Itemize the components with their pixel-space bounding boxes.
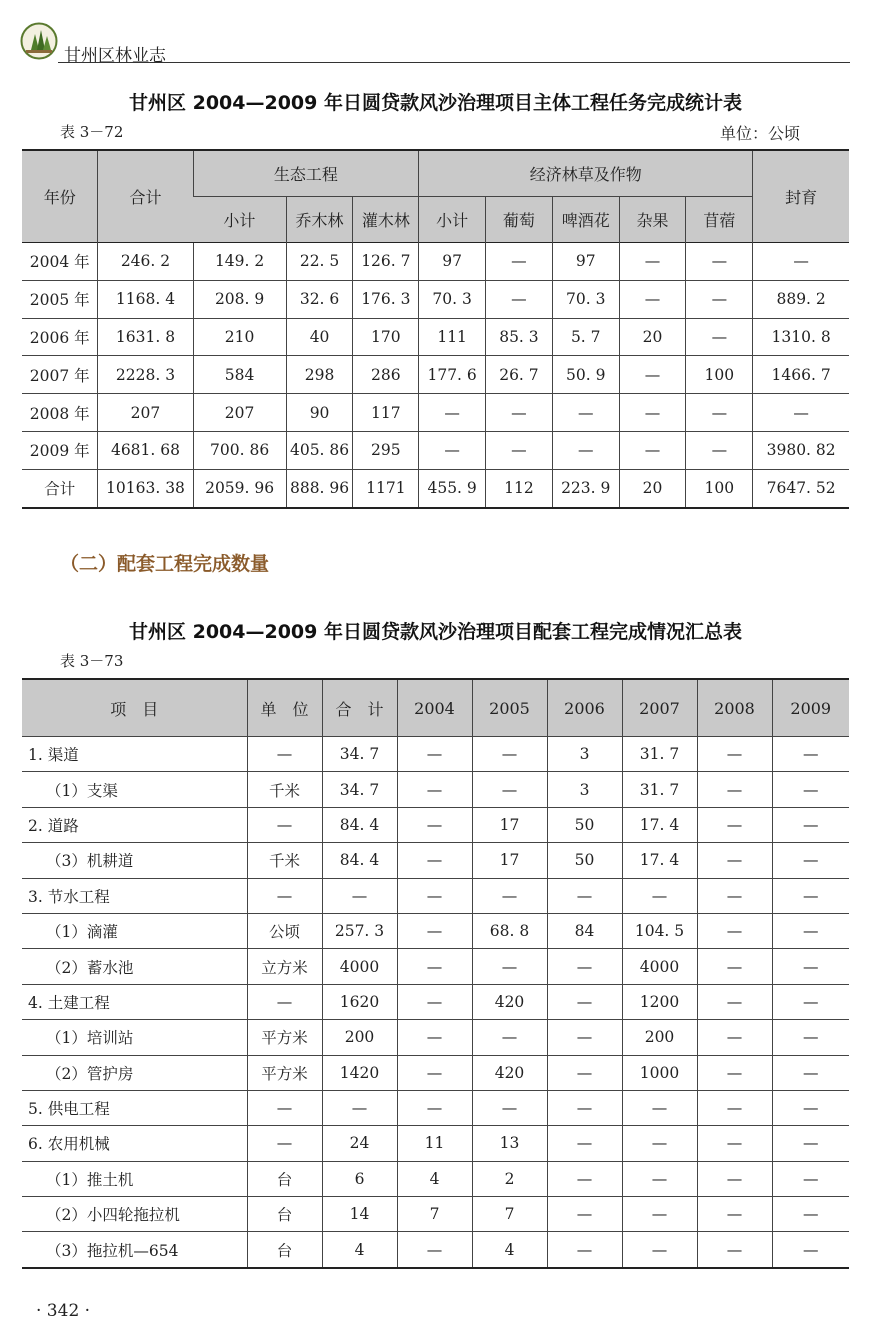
header-econ-0: 小计 — [419, 197, 486, 243]
table-cell: 20 — [619, 318, 686, 356]
table-cell: 97 — [552, 243, 619, 281]
table-cell: 17. 4 — [622, 843, 697, 878]
table-row — [22, 807, 849, 842]
table-cell: — — [472, 878, 547, 913]
table-row — [22, 1126, 849, 1161]
table-cell: 40 — [286, 318, 353, 356]
header-eco-2: 灌木林 — [353, 197, 419, 243]
table-cell: — — [619, 280, 686, 318]
table-cell: 100 — [686, 356, 753, 394]
table2-header-2: 合 计 — [322, 679, 397, 737]
table-cell: 公顷 — [247, 913, 322, 948]
table-cell: 26. 7 — [486, 356, 553, 394]
item-name-cell: （1）滴灌 — [22, 913, 247, 948]
table-cell: 111 — [419, 318, 486, 356]
table-cell: — — [397, 913, 472, 948]
table-cell: — — [547, 1161, 622, 1196]
table-row — [22, 431, 849, 469]
table-cell: 台 — [247, 1161, 322, 1196]
item-name-cell: （1）推土机 — [22, 1161, 247, 1196]
table-cell: — — [547, 949, 622, 984]
table-row — [22, 356, 849, 394]
table-row — [22, 318, 849, 356]
header-eco-1: 乔木林 — [286, 197, 353, 243]
table-row — [22, 394, 849, 432]
table-cell: — — [772, 1020, 849, 1055]
table-cell: 17 — [472, 843, 547, 878]
table-row — [22, 469, 849, 507]
table-cell: 420 — [472, 1055, 547, 1090]
table-cell: — — [397, 878, 472, 913]
table-cell: 1631. 8 — [98, 318, 193, 356]
table-cell: — — [397, 772, 472, 807]
table2-header-8: 2009 — [772, 679, 849, 737]
table-cell: 1466. 7 — [753, 356, 849, 394]
table-cell: — — [472, 737, 547, 772]
table-cell: — — [753, 243, 849, 281]
table-cell: — — [772, 843, 849, 878]
table2-header-1: 单 位 — [247, 679, 322, 737]
table1-number: 表 3－72 — [60, 123, 124, 141]
table-cell: 70. 3 — [419, 280, 486, 318]
table-cell: 14 — [322, 1197, 397, 1232]
table-cell: 7647. 52 — [753, 469, 849, 507]
table-row — [22, 843, 849, 878]
table-cell: 台 — [247, 1232, 322, 1268]
header-econ-1: 葡萄 — [486, 197, 553, 243]
table-cell: 24 — [322, 1126, 397, 1161]
table-cell: — — [397, 949, 472, 984]
table-cell: — — [397, 737, 472, 772]
table-cell: — — [619, 243, 686, 281]
item-name-cell: 6. 农用机械 — [22, 1126, 247, 1161]
table-cell: — — [419, 394, 486, 432]
table-cell: 20 — [619, 469, 686, 507]
book-title: 甘州区林业志 — [64, 46, 166, 66]
table-cell: 31. 7 — [622, 737, 697, 772]
table-cell: — — [772, 772, 849, 807]
table-cell: 13 — [472, 1126, 547, 1161]
header-econ-3: 杂果 — [619, 197, 686, 243]
table-cell: 4 — [397, 1161, 472, 1196]
table-cell: 6 — [322, 1161, 397, 1196]
table-cell: 合计 — [22, 469, 98, 507]
table-cell: 1620 — [322, 984, 397, 1019]
table-cell: — — [772, 1197, 849, 1232]
table-cell: 2008 年 — [22, 394, 98, 432]
table-cell: — — [547, 984, 622, 1019]
table-cell: — — [547, 1126, 622, 1161]
table-cell: — — [686, 431, 753, 469]
table-cell: — — [486, 280, 553, 318]
table-cell: 455. 9 — [419, 469, 486, 507]
table-cell: — — [472, 949, 547, 984]
table-cell: — — [547, 1090, 622, 1125]
table-cell: 7 — [397, 1197, 472, 1232]
table-cell: — — [619, 394, 686, 432]
header-econ-2: 啤酒花 — [552, 197, 619, 243]
table-cell: 207 — [193, 394, 286, 432]
table-cell: — — [622, 1232, 697, 1268]
table-cell: — — [247, 737, 322, 772]
table-cell: — — [697, 1232, 772, 1268]
table-cell: — — [697, 1055, 772, 1090]
table-cell: 200 — [622, 1020, 697, 1055]
table-cell: — — [772, 878, 849, 913]
table-cell: 50 — [547, 843, 622, 878]
table-cell: 295 — [353, 431, 419, 469]
table-row — [22, 878, 849, 913]
table-cell: — — [547, 1197, 622, 1232]
table-cell: 207 — [98, 394, 193, 432]
table-cell: 千米 — [247, 772, 322, 807]
header-econ-4: 苜蓿 — [686, 197, 753, 243]
table-cell: 34. 7 — [322, 772, 397, 807]
table-row — [22, 243, 849, 281]
table-cell: — — [772, 1090, 849, 1125]
table-cell: — — [772, 1126, 849, 1161]
table-cell: — — [697, 1020, 772, 1055]
table-cell: — — [772, 949, 849, 984]
table-cell: — — [472, 1020, 547, 1055]
header-divider — [58, 62, 850, 63]
item-name-cell: （3）拖拉机—654 — [22, 1232, 247, 1268]
table-cell: — — [697, 1090, 772, 1125]
page-number: · 342 · — [36, 1301, 91, 1321]
table-cell: 286 — [353, 356, 419, 394]
table-cell: — — [397, 1232, 472, 1268]
table-cell: 100 — [686, 469, 753, 507]
table-cell: 2 — [472, 1161, 547, 1196]
table-cell: 4000 — [622, 949, 697, 984]
table-cell: 34. 7 — [322, 737, 397, 772]
item-name-cell: （1）支渠 — [22, 772, 247, 807]
table-cell: — — [697, 984, 772, 1019]
table-cell: — — [697, 843, 772, 878]
table-cell: — — [686, 243, 753, 281]
table-cell: 3 — [547, 737, 622, 772]
table-cell: 700. 86 — [193, 431, 286, 469]
table-row — [22, 984, 849, 1019]
table-cell: 50 — [547, 807, 622, 842]
table-cell: 50. 9 — [552, 356, 619, 394]
table-cell: — — [547, 1232, 622, 1268]
table-cell: 257. 3 — [322, 913, 397, 948]
table-cell: — — [697, 913, 772, 948]
table-cell: — — [622, 1161, 697, 1196]
table-cell: 2228. 3 — [98, 356, 193, 394]
table-cell: 112 — [486, 469, 553, 507]
forest-logo-icon — [20, 22, 58, 60]
table-cell: 17. 4 — [622, 807, 697, 842]
table-cell: 68. 8 — [472, 913, 547, 948]
table-cell: — — [686, 318, 753, 356]
table-cell: — — [322, 1090, 397, 1125]
table-cell: 32. 6 — [286, 280, 353, 318]
table-cell: 2059. 96 — [193, 469, 286, 507]
table2-header-0: 项 目 — [22, 679, 247, 737]
table2-header-5: 2006 — [547, 679, 622, 737]
table-cell: 84 — [547, 913, 622, 948]
table-cell: — — [619, 356, 686, 394]
table-cell: — — [486, 394, 553, 432]
table-cell: 1420 — [322, 1055, 397, 1090]
table-cell: — — [547, 1055, 622, 1090]
table-cell: 2007 年 — [22, 356, 98, 394]
table-row — [22, 1090, 849, 1125]
table-cell: 97 — [419, 243, 486, 281]
table-cell: — — [397, 1090, 472, 1125]
table-row — [22, 913, 849, 948]
table-cell: 2006 年 — [22, 318, 98, 356]
table-cell: — — [322, 878, 397, 913]
table-cell: 1000 — [622, 1055, 697, 1090]
table-cell: 405. 86 — [286, 431, 353, 469]
table-cell: 104. 5 — [622, 913, 697, 948]
table-cell: 84. 4 — [322, 807, 397, 842]
table1-unit: 单位：公顷 — [720, 124, 801, 143]
item-name-cell: 4. 土建工程 — [22, 984, 247, 1019]
table-cell: — — [622, 878, 697, 913]
table-cell: 1171 — [353, 469, 419, 507]
table-cell: — — [697, 807, 772, 842]
header-econ-group: 经济林草及作物 — [419, 150, 753, 197]
table-cell: — — [772, 1161, 849, 1196]
table-cell: — — [697, 1161, 772, 1196]
table-cell: 4681. 68 — [98, 431, 193, 469]
table-cell: 2004 年 — [22, 243, 98, 281]
table-cell: 22. 5 — [286, 243, 353, 281]
header-eco-0: 小计 — [193, 197, 286, 243]
table-cell: — — [697, 949, 772, 984]
table-cell: 200 — [322, 1020, 397, 1055]
table-cell: — — [772, 1232, 849, 1268]
item-name-cell: （2）管护房 — [22, 1055, 247, 1090]
table-cell: — — [247, 878, 322, 913]
item-name-cell: （2）小四轮拖拉机 — [22, 1197, 247, 1232]
table-cell: — — [247, 807, 322, 842]
table-cell: — — [397, 984, 472, 1019]
table-cell: 889. 2 — [753, 280, 849, 318]
table-row — [22, 1197, 849, 1232]
table-row — [22, 1232, 849, 1268]
table-cell: — — [697, 1126, 772, 1161]
table-cell: — — [247, 984, 322, 1019]
table-cell: 420 — [472, 984, 547, 1019]
table-cell: 1200 — [622, 984, 697, 1019]
table-cell: 85. 3 — [486, 318, 553, 356]
table-cell: 1310. 8 — [753, 318, 849, 356]
header-year: 年份 — [22, 150, 98, 243]
table-cell: — — [772, 913, 849, 948]
table-cell: — — [772, 984, 849, 1019]
table2-header-4: 2005 — [472, 679, 547, 737]
table-cell: 210 — [193, 318, 286, 356]
table-cell: — — [552, 394, 619, 432]
header-eco-group: 生态工程 — [193, 150, 419, 197]
table-cell: — — [547, 1020, 622, 1055]
table-cell: — — [472, 772, 547, 807]
table-cell: 584 — [193, 356, 286, 394]
table-row — [22, 1020, 849, 1055]
item-name-cell: 1. 渠道 — [22, 737, 247, 772]
table-cell: 170 — [353, 318, 419, 356]
table-cell: — — [753, 394, 849, 432]
table-cell: — — [247, 1126, 322, 1161]
header-total: 合计 — [98, 150, 193, 243]
table-cell: 888. 96 — [286, 469, 353, 507]
item-name-cell: （2）蓄水池 — [22, 949, 247, 984]
item-name-cell: （3）机耕道 — [22, 843, 247, 878]
item-name-cell: （1）培训站 — [22, 1020, 247, 1055]
table-cell: 208. 9 — [193, 280, 286, 318]
table-cell: 84. 4 — [322, 843, 397, 878]
table-cell: — — [419, 431, 486, 469]
table-cell: 70. 3 — [552, 280, 619, 318]
table-cell: — — [397, 1055, 472, 1090]
table-cell: — — [686, 394, 753, 432]
table-cell: — — [686, 280, 753, 318]
table-cell: — — [622, 1197, 697, 1232]
table-cell: — — [397, 1020, 472, 1055]
table1-main-works — [22, 149, 849, 509]
table2-title: 甘州区 2004—2009 年日圆贷款风沙治理项目配套工程完成情况汇总表 — [129, 621, 742, 643]
table-cell: — — [486, 431, 553, 469]
table-cell: — — [697, 737, 772, 772]
table-cell: — — [772, 1055, 849, 1090]
table-cell: 117 — [353, 394, 419, 432]
table-cell: 平方米 — [247, 1055, 322, 1090]
table1-title: 甘州区 2004—2009 年日圆贷款风沙治理项目主体工程任务完成统计表 — [129, 92, 742, 114]
table-row — [22, 1161, 849, 1196]
table-cell: 4 — [472, 1232, 547, 1268]
table-cell: — — [697, 1197, 772, 1232]
table-cell: 千米 — [247, 843, 322, 878]
table2-supporting-works — [22, 678, 849, 1269]
table-row — [22, 280, 849, 318]
table-cell: 223. 9 — [552, 469, 619, 507]
table-row — [22, 772, 849, 807]
table-cell: 4000 — [322, 949, 397, 984]
table-cell: 7 — [472, 1197, 547, 1232]
table2-number: 表 3－73 — [60, 652, 124, 670]
table-cell: — — [622, 1090, 697, 1125]
table-cell: 11 — [397, 1126, 472, 1161]
table-cell: — — [772, 737, 849, 772]
table-cell: 2005 年 — [22, 280, 98, 318]
table-cell: 149. 2 — [193, 243, 286, 281]
table-cell: — — [772, 807, 849, 842]
table-cell: — — [547, 878, 622, 913]
table-cell: 平方米 — [247, 1020, 322, 1055]
table-cell: 立方米 — [247, 949, 322, 984]
table-cell: 10163. 38 — [98, 469, 193, 507]
table-cell: 4 — [322, 1232, 397, 1268]
table-cell: — — [619, 431, 686, 469]
table-cell: 90 — [286, 394, 353, 432]
table-cell: 31. 7 — [622, 772, 697, 807]
table-cell: 17 — [472, 807, 547, 842]
table-cell: 1168. 4 — [98, 280, 193, 318]
table-cell: — — [552, 431, 619, 469]
table-cell: — — [622, 1126, 697, 1161]
header-enclosure: 封育 — [753, 150, 849, 243]
table2-header-6: 2007 — [622, 679, 697, 737]
table-cell: 246. 2 — [98, 243, 193, 281]
table-cell: 298 — [286, 356, 353, 394]
table-row — [22, 737, 849, 772]
table-cell: — — [397, 843, 472, 878]
table-cell: — — [697, 878, 772, 913]
section-heading: （二）配套工程完成数量 — [60, 553, 270, 575]
table2-header-7: 2008 — [697, 679, 772, 737]
item-name-cell: 5. 供电工程 — [22, 1090, 247, 1125]
table-cell: 2009 年 — [22, 431, 98, 469]
table-cell: — — [397, 807, 472, 842]
table-row — [22, 1055, 849, 1090]
table-cell: 176. 3 — [353, 280, 419, 318]
table-cell: 126. 7 — [353, 243, 419, 281]
table-cell: — — [472, 1090, 547, 1125]
table-cell: 3980. 82 — [753, 431, 849, 469]
page-header — [20, 22, 850, 64]
table-cell: 5. 7 — [552, 318, 619, 356]
table-cell: 177. 6 — [419, 356, 486, 394]
item-name-cell: 3. 节水工程 — [22, 878, 247, 913]
table-cell: — — [247, 1090, 322, 1125]
table-cell: — — [486, 243, 553, 281]
table-row — [22, 949, 849, 984]
table-cell: 台 — [247, 1197, 322, 1232]
table-cell: — — [697, 772, 772, 807]
table-cell: 3 — [547, 772, 622, 807]
table2-header-3: 2004 — [397, 679, 472, 737]
item-name-cell: 2. 道路 — [22, 807, 247, 842]
